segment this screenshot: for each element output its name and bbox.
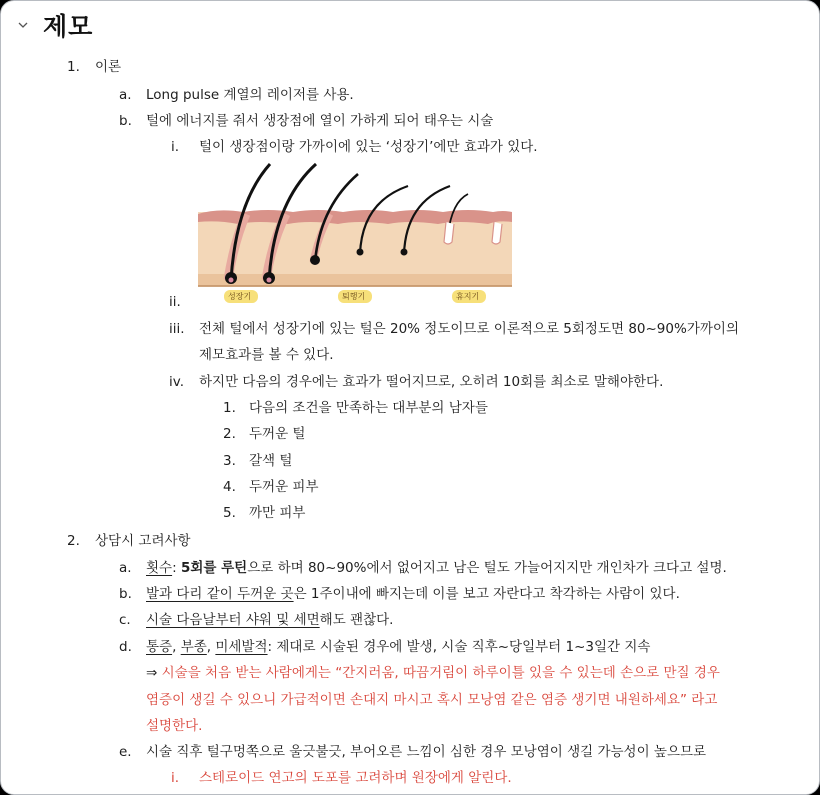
list-label: 상담시 고려사항 [95, 533, 191, 549]
section-heading [11, 5, 93, 45]
consult-note-line1 [146, 663, 720, 683]
list-marker: 1. [67, 59, 80, 75]
consult-note-line2: 염증이 생길 수 있으니 가급적이면 손대지 마시고 혹시 모낭염 같은 염증 생기면 내원하세요” 라고 [146, 692, 718, 708]
list-marker: 1. [223, 400, 236, 416]
phase-label-telogen: 휴지기 [456, 292, 480, 301]
list-marker: a. [119, 87, 132, 103]
list-marker: 3. [223, 453, 236, 469]
list-marker: iii. [169, 321, 185, 337]
note-text: 시술을 처음 받는 사람에게는 “간지러움, 따끔거림이 하루이틀 있을 수 있는데 손으로 만질 경우 [161, 665, 720, 681]
list-marker: i. [171, 139, 180, 155]
list-text: 다음의 조건을 만족하는 대부분의 남자들 [249, 400, 488, 416]
list-text: 하지만 다음의 경우에는 효과가 떨어지므로, 오히려 10회를 최소로 말해야한다. [199, 374, 664, 390]
underlined-term: 발과 다리 같이 두꺼운 곳 [146, 586, 294, 602]
consult-note-line3: 설명한다. [146, 718, 203, 734]
phase-label-anagen: 성장기 [228, 292, 252, 301]
underlined-term: 횟수 [146, 560, 173, 576]
text-segment: : [172, 560, 181, 576]
list-marker: 2. [67, 533, 80, 549]
chevron-down-icon[interactable] [11, 13, 35, 37]
list-text [146, 584, 680, 604]
list-marker: d. [119, 639, 132, 655]
list-marker: i. [171, 770, 180, 786]
list-marker: b. [119, 586, 132, 602]
list-text [146, 610, 393, 630]
underlined-term: 미세발적 [215, 639, 268, 655]
arrow-icon: ⇒ [146, 665, 162, 681]
list-label: 이론 [95, 59, 122, 75]
hair-cycle-image [198, 162, 512, 306]
text-segment: : 제대로 시술된 경우에 발생, 시술 직후~당일부터 1~3일간 지속 [267, 639, 651, 655]
text-segment: 으로 하며 80~90%에서 없어지고 남은 털도 가늘어지지만 개인차가 크다고 설명. [247, 560, 727, 576]
underlined-term: 통증 [146, 639, 173, 655]
underlined-term: 시술 다음날부터 샤워 및 세면 [146, 612, 320, 628]
list-text: 스테로이드 연고의 도포를 고려하며 원장에게 알린다. [199, 770, 512, 786]
text-segment: , [206, 639, 216, 655]
list-marker: c. [119, 612, 131, 628]
list-text: 갈색 털 [249, 453, 293, 469]
list-marker: iv. [169, 374, 184, 390]
text-segment: , [172, 639, 181, 655]
list-text-continued: 제모효과를 볼 수 있다. [199, 347, 334, 363]
list-marker: 5. [223, 505, 236, 521]
list-marker: b. [119, 113, 132, 129]
text-segment: 은 1주이내에 빠지는데 이를 보고 자란다고 착각하는 사람이 있다. [293, 586, 680, 602]
list-marker: 2. [223, 426, 236, 442]
list-text [146, 637, 650, 657]
list-text [146, 558, 727, 578]
list-text: 전체 털에서 성장기에 있는 털은 20% 정도이므로 이론적으로 5회정도면 80~90%가까이의 [199, 321, 739, 337]
phase-label-catagen: 퇴행기 [342, 292, 366, 301]
list-text: 털에 에너지를 줘서 생장점에 열이 가하게 되어 태우는 시술 [146, 113, 494, 129]
list-marker: ii. [169, 294, 181, 310]
list-text: 시술 직후 털구멍쪽으로 울긋불긋, 부어오른 느낌이 심한 경우 모낭염이 생길 가능성이 높으므로 [146, 744, 707, 760]
list-text: Long pulse 계열의 레이저를 사용. [146, 87, 354, 103]
list-marker: 4. [223, 479, 236, 495]
list-text: 두꺼운 피부 [249, 479, 319, 495]
list-marker: e. [119, 744, 132, 760]
list-text: 털이 생장점이랑 가까이에 있는 ‘성장기’에만 효과가 있다. [199, 139, 538, 155]
section-title: 제모 [43, 12, 94, 41]
text-segment: 해도 괜찮다. [319, 612, 394, 628]
underlined-term: 부종 [180, 639, 207, 655]
list-marker: a. [119, 560, 132, 576]
list-text: 두꺼운 털 [249, 426, 306, 442]
bold-term: 5회를 루틴 [180, 560, 248, 576]
list-text: 까만 피부 [249, 505, 306, 521]
